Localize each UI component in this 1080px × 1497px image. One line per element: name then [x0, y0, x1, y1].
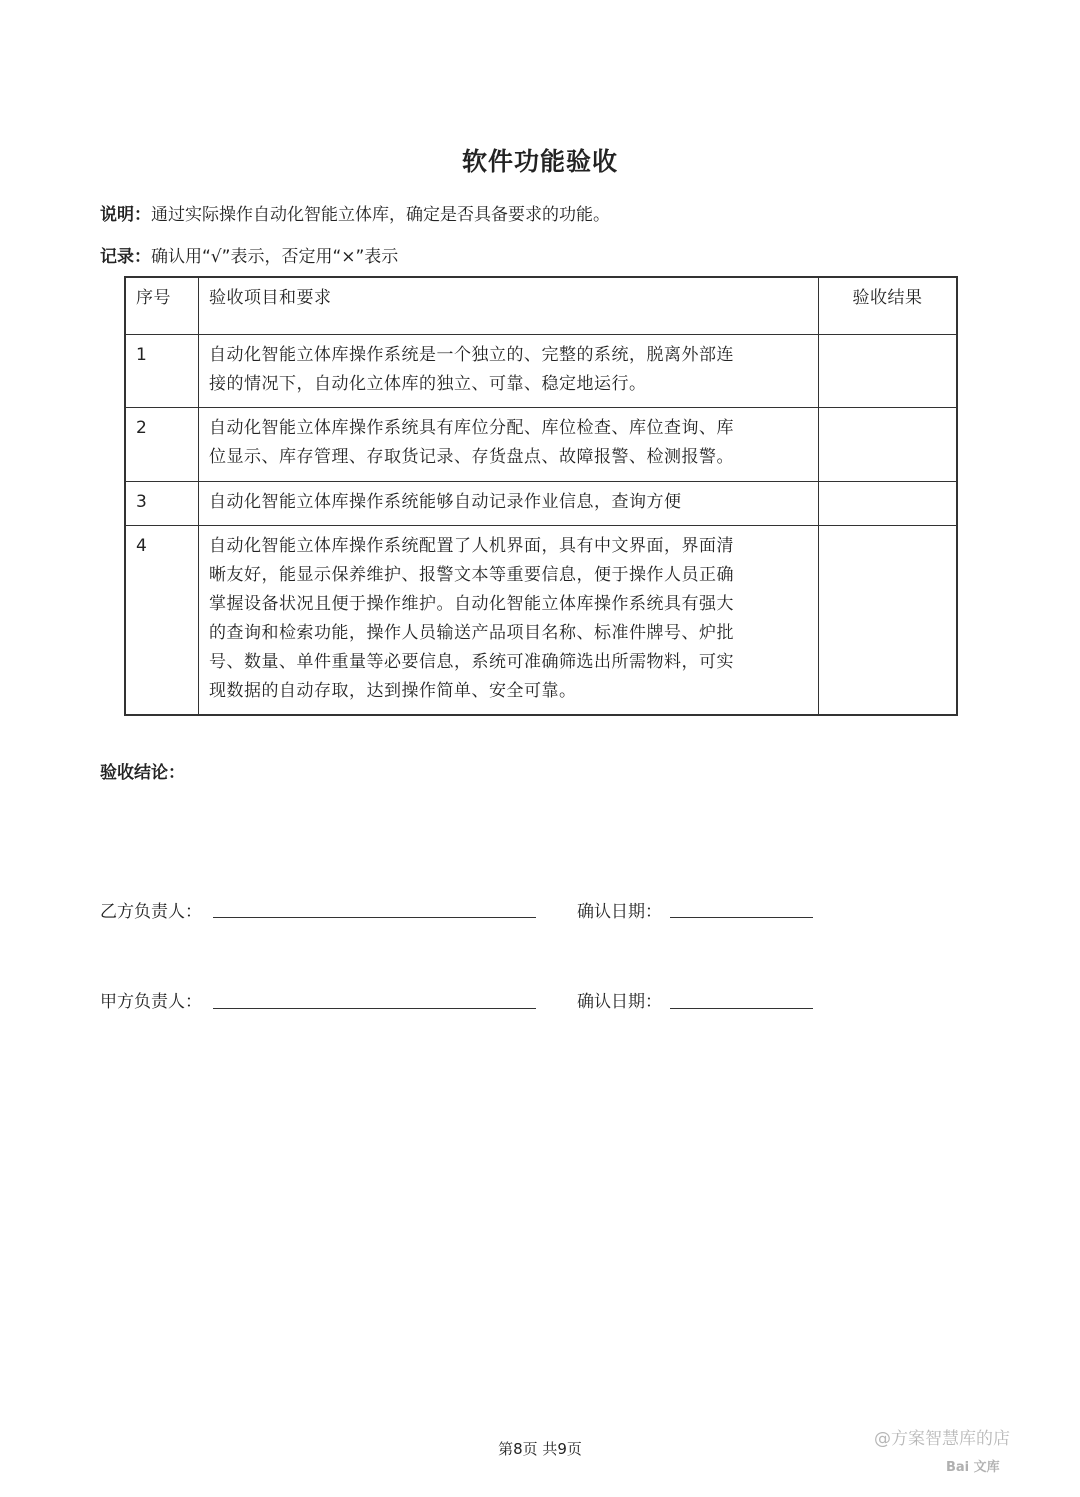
table-row — [125, 334, 957, 407]
row-requirement — [199, 481, 819, 525]
table-row — [125, 407, 957, 481]
row-no: 4 — [125, 525, 199, 715]
party-a-label: 甲方负责人： — [100, 992, 202, 1012]
party-a-date-label: 确认日期： — [577, 992, 662, 1012]
watermark: @方案智慧库的店 — [874, 1429, 1010, 1449]
party-b-label: 乙方负责人： — [100, 902, 202, 922]
row-result-cell[interactable] — [819, 525, 958, 715]
page-title: 软件功能验收 — [461, 147, 618, 176]
table-row — [125, 481, 957, 525]
record-label: 记录： — [100, 247, 151, 267]
row-result-cell[interactable] — [819, 481, 958, 525]
row-result-cell[interactable] — [819, 407, 958, 481]
page-footer: 第8页 共9页 — [498, 1440, 582, 1458]
row-requirement — [199, 334, 819, 407]
table-row — [125, 525, 957, 715]
requirement-line: 自动化智能立体库操作系统是一个独立的、完整的系统，脱离外部连 — [209, 344, 734, 365]
description-text: 通过实际操作自动化智能立体库，确定是否具备要求的功能。 — [151, 205, 610, 225]
row-requirement — [199, 525, 819, 715]
record-text: 确认用“√”表示，否定用“×”表示 — [151, 247, 399, 267]
row-no: 2 — [125, 407, 199, 481]
requirement-line: 号、数量、单件重量等必要信息，系统可准确筛选出所需物料，可实 — [209, 651, 734, 672]
requirement-line: 掌握设备状况且便于操作维护。自动化智能立体库操作系统具有强大 — [209, 593, 734, 614]
requirement-line: 接的情况下，自动化立体库的独立、可靠、稳定地运行。 — [209, 373, 647, 394]
requirement-line: 自动化智能立体库操作系统具有库位分配、库位检查、库位查询、库 — [209, 417, 734, 438]
acceptance-table — [124, 276, 958, 716]
record-line — [100, 245, 398, 269]
row-result-cell[interactable] — [819, 334, 958, 407]
party-a-signature-line[interactable] — [213, 1008, 536, 1009]
row-requirement — [199, 407, 819, 481]
party-b-signature-line[interactable] — [213, 917, 536, 918]
header-result: 验收结果 — [819, 277, 958, 334]
table-header-row — [125, 277, 957, 334]
requirement-line: 自动化智能立体库操作系统配置了人机界面，具有中文界面，界面清 — [209, 535, 734, 556]
row-no: 1 — [125, 334, 199, 407]
header-requirement: 验收项目和要求 — [199, 277, 819, 334]
requirement-line: 现数据的自动存取，达到操作简单、安全可靠。 — [209, 680, 577, 701]
header-no: 序号 — [125, 277, 199, 334]
party-a-date-line[interactable] — [670, 1008, 813, 1009]
description-line — [100, 203, 610, 227]
description-label: 说明： — [100, 205, 151, 225]
conclusion-label: 验收结论： — [100, 763, 185, 783]
party-b-date-line[interactable] — [670, 917, 813, 918]
requirement-line: 晰友好，能显示保养维护、报警文本等重要信息，便于操作人员正确 — [209, 564, 734, 585]
row-no: 3 — [125, 481, 199, 525]
requirement-line: 位显示、库存管理、存取货记录、存货盘点、故障报警、检测报警。 — [209, 446, 734, 467]
requirement-line: 自动化智能立体库操作系统能够自动记录作业信息，查询方便 — [209, 491, 682, 512]
party-b-date-label: 确认日期： — [577, 902, 662, 922]
requirement-line: 的查询和检索功能，操作人员输送产品项目名称、标准件牌号、炉批 — [209, 622, 734, 643]
baidu-wenku-logo: Bai 文库 — [946, 1460, 1000, 1475]
